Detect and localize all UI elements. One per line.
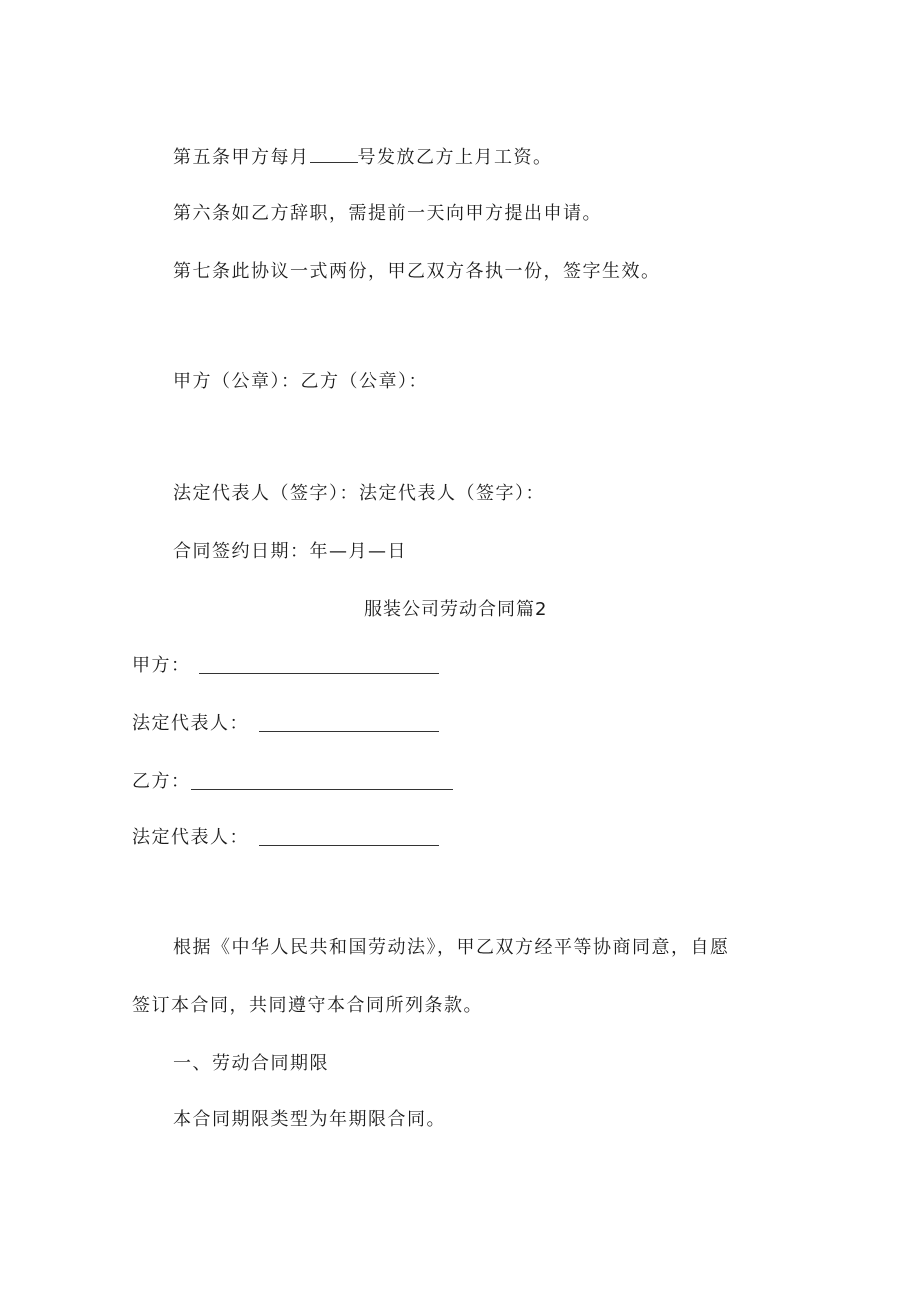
- preamble-line-1: 根据《中华人民共和国劳动法》，甲乙双方经平等协商同意，自愿: [173, 937, 730, 958]
- section-1-heading: 一、劳动合同期限: [173, 1053, 329, 1074]
- seal-line: 甲方（公章）：乙方（公章）：: [173, 371, 428, 392]
- party-b-label: 乙方：: [132, 771, 191, 792]
- article-6: 第六条如乙方辞职，需提前一天向甲方提出申请。: [173, 203, 602, 224]
- party-a-blank: [199, 673, 439, 674]
- party-a-rep-row: [132, 712, 249, 736]
- article-7: 第七条此协议一式两份，甲乙双方各执一份，签字生效。: [173, 261, 661, 282]
- party-a-rep-blank: [259, 731, 439, 732]
- preamble-line-2: 签订本合同，共同遵守本合同所列条款。: [132, 995, 483, 1016]
- party-a-label: 甲方：: [132, 655, 191, 676]
- party-a-row: [132, 654, 191, 678]
- article-5-prefix: 第五条甲方每月: [173, 147, 310, 168]
- signing-date-line: 合同签约日期：年—月—日: [173, 541, 407, 562]
- party-b-rep-blank: [259, 845, 439, 846]
- party-a-rep-label: 法定代表人：: [132, 713, 249, 734]
- day-blank: [310, 144, 358, 163]
- section-1-text: 本合同期限类型为年期限合同。: [173, 1109, 446, 1130]
- party-b-blank: [191, 789, 453, 790]
- party-b-row: [132, 770, 191, 794]
- representative-signature-line: 法定代表人（签字）：法定代表人（签字）：: [173, 483, 545, 504]
- party-b-rep-label: 法定代表人：: [132, 827, 249, 848]
- contract-2-title: 服装公司劳动合同篇2: [364, 599, 548, 620]
- party-b-rep-row: [132, 826, 249, 850]
- article-5: [173, 144, 553, 170]
- article-5-suffix: 号发放乙方上月工资。: [357, 147, 553, 168]
